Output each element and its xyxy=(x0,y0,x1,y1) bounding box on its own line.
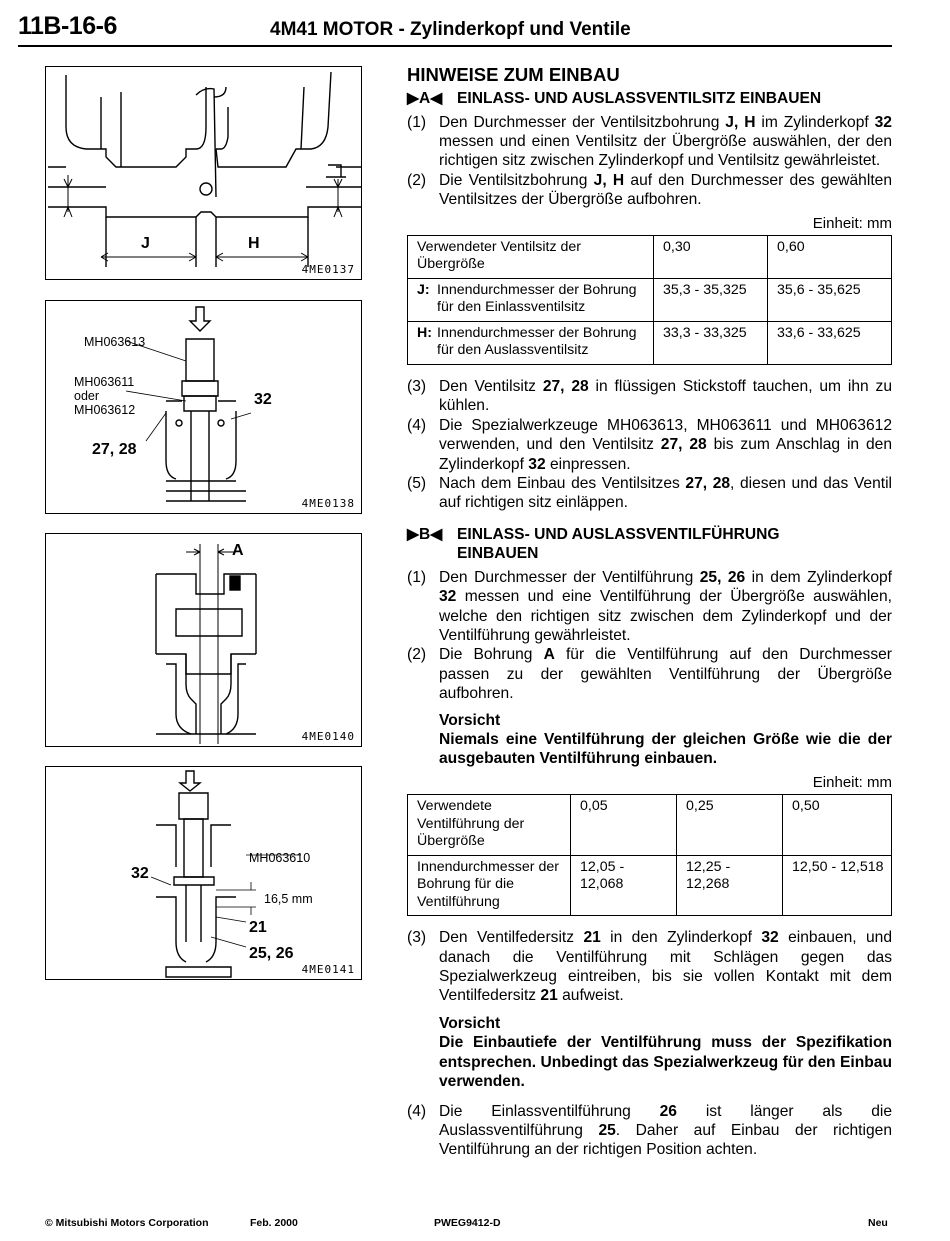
caution-text: Die Einbautiefe der Ventilführung muss der Spezifikation entsprechen. Unbedingt das Spezialwerkzeug für den Einbau verwenden. xyxy=(439,1034,892,1091)
table-cell: Verwendeter Ventilsitz der Übergröße xyxy=(408,235,654,278)
table-row xyxy=(408,855,892,916)
table-row xyxy=(408,278,892,321)
figure-id: 4ME0141 xyxy=(301,963,355,976)
footer-date: Feb. 2000 xyxy=(250,1217,298,1229)
section-a-marker: ▶A◀ xyxy=(407,90,443,107)
guide-bore-drawing xyxy=(46,534,361,746)
list-item xyxy=(407,474,892,513)
footer-copyright: © Mitsubishi Motors Corporation xyxy=(45,1217,209,1229)
section-b-marker: ▶B◀ xyxy=(407,525,443,543)
list-item xyxy=(407,377,892,416)
item-text: Den Ventilfedersitz 21 in den Zylinderkopf 32 einbauen, und danach die Ventilführung mit Schlägen gegen das Spezialwerkzeug eintreiben, bis sie vollen Kontakt mit dem Ventilfedersitz 21 aufweist. xyxy=(439,929,892,1005)
label-h: H xyxy=(248,235,260,252)
item-number: (1) xyxy=(407,568,427,586)
figure-valve-seat-bore xyxy=(45,66,362,280)
item-text: Die Einlassventilführung 26 ist länger als die Auslassventilführung 25. Daher auf Einbau der richtigen Ventilführung an der richtigen Position achten. xyxy=(439,1102,892,1159)
label-a: A xyxy=(232,542,244,559)
row-key: J: xyxy=(417,281,430,298)
row-key: H: xyxy=(417,324,432,341)
item-text: Den Ventilsitz 27, 28 in flüssigen Stickstoff tauchen, um ihn zu kühlen. xyxy=(439,377,892,415)
item-number: (5) xyxy=(407,474,427,492)
item-number: (2) xyxy=(407,646,427,664)
table-cell: 0,50 xyxy=(783,795,892,856)
table-cell xyxy=(408,278,654,321)
item-number: (2) xyxy=(407,171,427,189)
table-cell: Verwendete Ventilführung der Übergröße xyxy=(408,795,571,856)
unit-label: Einheit: mm xyxy=(812,773,892,791)
section-a-text: EINLASS- UND AUSLASSVENTILSITZ EINBAUEN xyxy=(457,90,822,107)
list-item xyxy=(407,171,892,210)
figure-id: 4ME0140 xyxy=(301,730,355,743)
list-item xyxy=(407,416,892,474)
item-text: Die Bohrung A für die Ventilführung auf den Durchmesser passen zu der gewählten Ventilführung der Übergröße aufbohren. xyxy=(439,646,892,703)
header-rule xyxy=(18,45,892,47)
table-cell: 0,30 xyxy=(654,235,768,278)
label-tool-mh063612: MH063612 xyxy=(74,403,136,417)
valve-seat-table xyxy=(407,235,892,365)
footer-doc-number: PWEG9412-D xyxy=(434,1217,501,1229)
unit-label: Einheit: mm xyxy=(812,214,892,232)
footer-status: Neu xyxy=(868,1217,888,1229)
item-text: Nach dem Einbau des Ventilsitzes 27, 28, diesen und das Ventil auf richtigen sitz einläppen. xyxy=(439,474,893,512)
label-tool-mh063613: MH063613 xyxy=(84,335,146,349)
page-title: 4M41 MOTOR - Zylinderkopf und Ventile xyxy=(270,19,631,40)
valve-seat-bore-drawing xyxy=(46,67,361,279)
page-number: 11B-16-6 xyxy=(18,12,117,40)
section-b-text-line2: EINBAUEN xyxy=(457,545,539,563)
table-cell: 35,6 - 35,625 xyxy=(768,278,892,321)
caution-text: Niemals eine Ventilführung der gleichen Größe wie die der ausgebauten Ventilführung einbauen. xyxy=(439,731,892,768)
table-cell xyxy=(408,321,654,364)
table-cell: 12,05 - 12,068 xyxy=(571,855,677,916)
list-item xyxy=(407,568,892,646)
caution-title: Vorsicht xyxy=(439,1014,501,1032)
table-cell: Innendurchmesser der Bohrung für die Ventilführung xyxy=(408,855,571,916)
label-tool-mh063611: MH063611 xyxy=(74,375,135,389)
figure-id: 4ME0137 xyxy=(301,263,355,276)
item-number: (3) xyxy=(407,929,427,947)
figure-guide-bore xyxy=(45,533,362,747)
list-item xyxy=(407,1102,892,1160)
item-text: Die Spezialwerkzeuge MH063613, MH063611 und MH063612 verwenden, und den Ventilsitz 27, 28 bis zum Anschlag in den Zylinderkopf 32 einpressen. xyxy=(439,416,892,473)
row-label: Innendurchmesser der Bohrung für den Einlassventilsitz xyxy=(437,281,637,316)
table-cell: 0,60 xyxy=(768,235,892,278)
guide-install-drawing xyxy=(46,767,361,979)
item-text: Den Durchmesser der Ventilführung 25, 26 in dem Zylinderkopf 32 messen und eine Ventilführung der Übergröße auswählen, welche den richtigen sitz zwischen dem Zylinderkopf und der Ventilführung gewährleistet. xyxy=(439,568,892,644)
caution-title: Vorsicht xyxy=(439,711,501,729)
row-label: Innendurchmesser der Bohrung für den Auslassventilsitz xyxy=(437,324,637,359)
list-item xyxy=(407,113,892,171)
table-row xyxy=(408,235,892,278)
label-depth-dimension: 16,5 mm xyxy=(264,892,313,906)
section-b-title xyxy=(407,525,892,564)
section-b-text xyxy=(457,525,780,564)
item-text: Den Durchmesser der Ventilsitzbohrung J, H im Zylinderkopf 32 messen und einen Ventilsitz der Übergröße auswählen, der den richtigen sitz zwischen Zylinderkopf und Ventilsitz gewährleistet. xyxy=(439,113,892,170)
table-cell: 0,05 xyxy=(571,795,677,856)
section-a-title xyxy=(407,89,892,109)
label-part-21: 21 xyxy=(249,919,267,936)
table-cell: 33,3 - 33,325 xyxy=(654,321,768,364)
table-row xyxy=(408,795,892,856)
section-heading: HINWEISE ZUM EINBAU xyxy=(407,64,620,85)
table-cell: 12,50 - 12,518 xyxy=(783,855,892,916)
table-cell: 35,3 - 35,325 xyxy=(654,278,768,321)
item-number: (3) xyxy=(407,377,427,395)
item-number: (4) xyxy=(407,416,427,434)
item-number: (1) xyxy=(407,113,427,131)
table-cell: 0,25 xyxy=(677,795,783,856)
label-tool-mh063610: MH063610 xyxy=(249,851,311,865)
table-row xyxy=(408,321,892,364)
label-oder: oder xyxy=(74,389,100,403)
table-cell: 12,25 - 12,268 xyxy=(677,855,783,916)
instructions-column xyxy=(407,64,892,1160)
item-text: Die Ventilsitzbohrung J, H auf den Durchmesser des gewählten Ventilsitzes der Übergröße aufbohren. xyxy=(439,171,892,209)
label-part-25-26: 25, 26 xyxy=(249,945,294,962)
label-part-32: 32 xyxy=(254,391,272,408)
label-j: J xyxy=(141,235,150,252)
list-item xyxy=(407,928,892,1006)
valve-guide-table xyxy=(407,794,892,916)
label-part-27-28: 27, 28 xyxy=(92,441,137,458)
figure-seat-press-tool xyxy=(45,300,362,514)
item-number: (4) xyxy=(407,1102,427,1120)
list-item xyxy=(407,645,892,703)
figure-id: 4ME0138 xyxy=(301,497,355,510)
figure-guide-install xyxy=(45,766,362,980)
label-part-32: 32 xyxy=(131,865,149,882)
table-cell: 33,6 - 33,625 xyxy=(768,321,892,364)
section-b-text-line1: EINLASS- UND AUSLASSVENTILFÜHRUNG xyxy=(457,525,780,543)
